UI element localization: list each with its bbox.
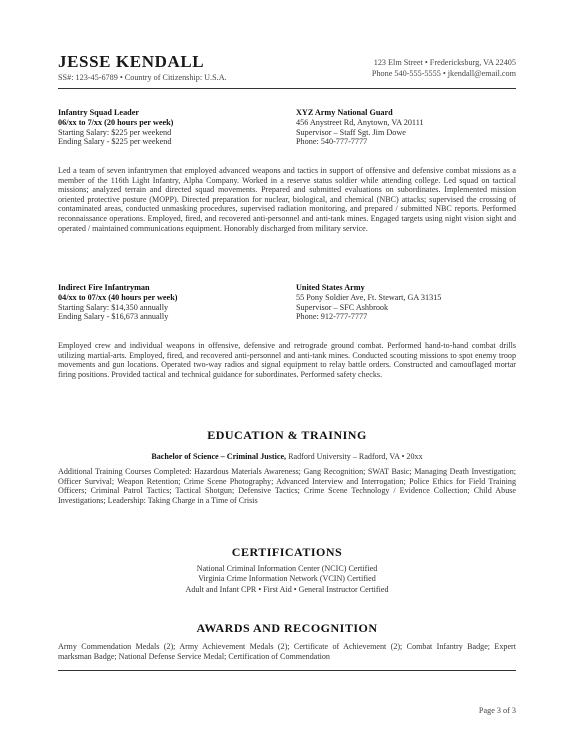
supervisor: Supervisor – SFC Ashbrook [296, 302, 389, 312]
employer-phone: Phone: 540-777-7777 [296, 137, 368, 147]
awards-text: Army Commendation Medals (2); Army Achievement Medals (2); Certificate of Achievement (2); Combat Infantry Badge; Expert marksman Badge; National Defense Service Medal; Certification of Commendation [58, 642, 516, 661]
employer-address: 456 Anystreet Rd, Anytown, VA 20111 [296, 117, 424, 127]
degree-line [58, 452, 516, 462]
employer-address: 55 Pony Soldier Ave, Ft. Stewart, GA 31315 [296, 292, 442, 302]
salary-start: Starting Salary: $225 per weekend [58, 127, 172, 137]
job-2-left [58, 283, 288, 322]
footer-divider [58, 670, 516, 671]
additional-training: Additional Training Courses Completed: Hazardous Materials Awareness; Gang Recognition; SWAT Basic; Managing Death Investigation; Officer Survival; Weapon Retention; Crime Scene Photography; Advanced Interview and Interrogation; Police Ethics for Field Training Officers; Criminal Patrol Tactics; Tactical Shotgun; Defensive Tactics; Crime Scene Technology / Evidence Collection; Child Abuse Investigations; Leadership: Taking Charge in a Time of Crisis [58, 467, 516, 505]
header-divider [58, 88, 516, 89]
certifications-list [58, 564, 516, 595]
job-1-left [58, 108, 288, 147]
job-1-right [296, 108, 516, 147]
certification-item: National Criminal Information Center (NCIC) Certified [196, 564, 378, 573]
school-name: Radford University – Radford, VA • 20xx [288, 452, 423, 461]
salary-end: Ending Salary - $16,673 annually [58, 312, 169, 322]
job-1-description: Led a team of seven infantrymen that employed advanced weapons and tactics in support of offensive and defensive combat missions as a member of the 116th Light Infantry, Alpha Company. Worked in a reserve status soldier while attending college. Led squad on tactical missions; analyzed terrain and directed squad movements. Prepared and submitted evaluations on subordinates. Implemented mission oriented protective posture (MOPP). Directed preparation for nuclear, biological, and chemical (NBC) attacks; supervised the crossing of contaminated areas, conducted unmasking procedures, supervised radiation monitoring, and prepared / submitted NBC reports. Performed reconnaissance operations. Employed, fired, and recovered anti-personnel and anti-tank mines. Engaged targets using night vision sight and operated / maintained communications equipment. Honorably discharged from military service. [58, 166, 516, 233]
certification-item: Virginia Crime Information Network (VCIN) Certified [198, 574, 376, 584]
employer-name: United States Army [296, 283, 365, 292]
employer-name: XYZ Army National Guard [296, 108, 393, 117]
awards-heading: AWARDS AND RECOGNITION [196, 621, 378, 635]
employer-phone: Phone: 912-777-7777 [296, 312, 368, 322]
salary-end: Ending Salary - $225 per weekend [58, 137, 172, 147]
contact-block [372, 57, 516, 79]
job-title: Infantry Squad Leader [58, 108, 139, 117]
degree-name: Bachelor of Science – Criminal Justice, [151, 452, 287, 461]
address-line: 123 Elm Street • Fredericksburg, VA 22405 [373, 58, 516, 67]
salary-start: Starting Salary: $14,350 annually [58, 302, 169, 312]
job-2-description: Employed crew and individual weapons in offensive, defensive and retrograde ground combat. Performed hand-to-hand combat drills utilizing martial-arts. Employed, fired, and recovered anti-personnel and anti-tank mines. Conducted scouting missions to spot enemy troop movements and gun locations. Operated two-way radios and signal equipment to relay battle orders. Constructed and camouflaged mortar firing positions. Provided tactical and technical guidance for subordinates. Performed safety checks. [58, 341, 516, 379]
job-2-right [296, 283, 516, 322]
candidate-id-line: SS#: 123-45-6789 • Country of Citizenship: U.S.A. [58, 73, 227, 82]
certifications-heading: CERTIFICATIONS [231, 545, 343, 559]
contact-line: Phone 540-555-5555 • jkendall@email.com [371, 69, 516, 78]
page-number: Page 3 of 3 [478, 706, 516, 715]
candidate-name: JESSE KENDALL [58, 52, 205, 71]
education-heading: EDUCATION & TRAINING [207, 428, 367, 442]
job-title: Indirect Fire Infantryman [58, 283, 150, 292]
certification-item: Adult and Infant CPR • First Aid • General Instructor Certified [185, 584, 389, 594]
job-dates: 06/xx to 7/xx (20 hours per week) [58, 117, 174, 127]
job-dates: 04/xx to 07/xx (40 hours per week) [58, 292, 178, 302]
supervisor: Supervisor – Staff Sgt. Jim Dowe [296, 127, 406, 137]
